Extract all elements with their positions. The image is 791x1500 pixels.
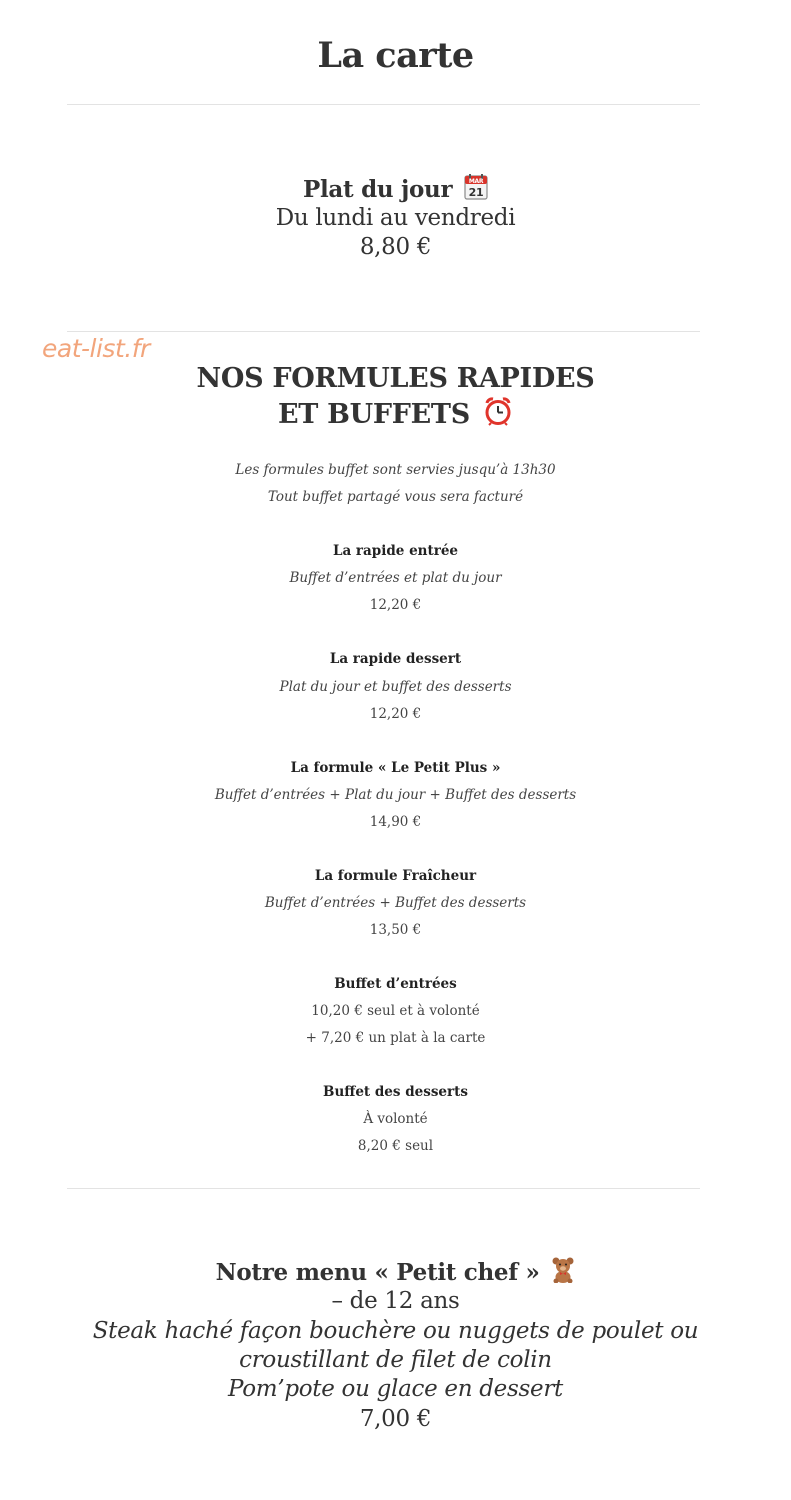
item-title: La rapide entrée — [332, 543, 459, 559]
calendar-month: MAR — [468, 178, 484, 185]
plat-du-jour-heading — [0, 174, 791, 208]
item-price: 14,90 € — [369, 814, 422, 830]
petit-chef-title: Notre menu « Petit chef » — [215, 1259, 540, 1286]
divider — [67, 1188, 700, 1189]
petit-chef-line: Pom’pote ou glace en dessert — [228, 1376, 563, 1402]
item-title: La rapide dessert — [329, 651, 462, 667]
item-price: 12,20 € — [369, 597, 422, 613]
teddy-bear-icon — [551, 1257, 575, 1291]
item-line: 8,20 € seul — [357, 1138, 434, 1154]
item-description: Plat du jour et buffet des desserts — [279, 679, 512, 695]
petit-chef-price: 7,00 € — [359, 1406, 432, 1432]
formules-title-line2 — [0, 396, 791, 435]
item-line: + 7,20 € un plat à la carte — [305, 1030, 486, 1046]
page-title: La carte — [317, 35, 474, 76]
calendar-icon — [464, 174, 488, 208]
petit-chef-heading — [0, 1257, 791, 1291]
alarm-clock-icon — [483, 396, 513, 435]
item-description: Buffet d’entrées et plat du jour — [289, 570, 502, 586]
item-title: Buffet d’entrées — [334, 976, 457, 992]
divider — [67, 331, 700, 332]
item-line: 10,20 € seul et à volonté — [311, 1003, 480, 1019]
plat-du-jour-title: Plat du jour — [303, 176, 453, 203]
item-description: Buffet d’entrées + Plat du jour + Buffet des desserts — [214, 787, 577, 803]
item-line: À volonté — [363, 1111, 428, 1127]
item-title: Buffet des desserts — [323, 1084, 468, 1100]
petit-chef-line: croustillant de filet de colin — [239, 1347, 552, 1373]
calendar-day: 21 — [468, 186, 484, 199]
petit-chef-line: Steak haché façon bouchère ou nuggets de poulet ou — [92, 1318, 699, 1344]
watermark: eat-list.fr — [42, 334, 150, 363]
formules-note: Tout buffet partagé vous sera facturé — [267, 489, 524, 505]
item-title: La formule Fraîcheur — [314, 868, 477, 884]
formules-title-text: ET BUFFETS — [277, 399, 470, 430]
divider — [67, 104, 700, 105]
item-title: La formule « Le Petit Plus » — [290, 760, 501, 776]
plat-du-jour-price: 8,80 € — [359, 234, 432, 260]
formules-title-line1: NOS FORMULES RAPIDES — [196, 363, 595, 394]
item-price: 12,20 € — [369, 706, 422, 722]
item-description: Buffet d’entrées + Buffet des desserts — [264, 895, 527, 911]
plat-du-jour-days: Du lundi au vendredi — [275, 205, 516, 231]
petit-chef-age: – de 12 ans — [331, 1288, 460, 1314]
item-price: 13,50 € — [369, 922, 422, 938]
formules-note: Les formules buffet sont servies jusqu’à 13h30 — [235, 462, 556, 478]
